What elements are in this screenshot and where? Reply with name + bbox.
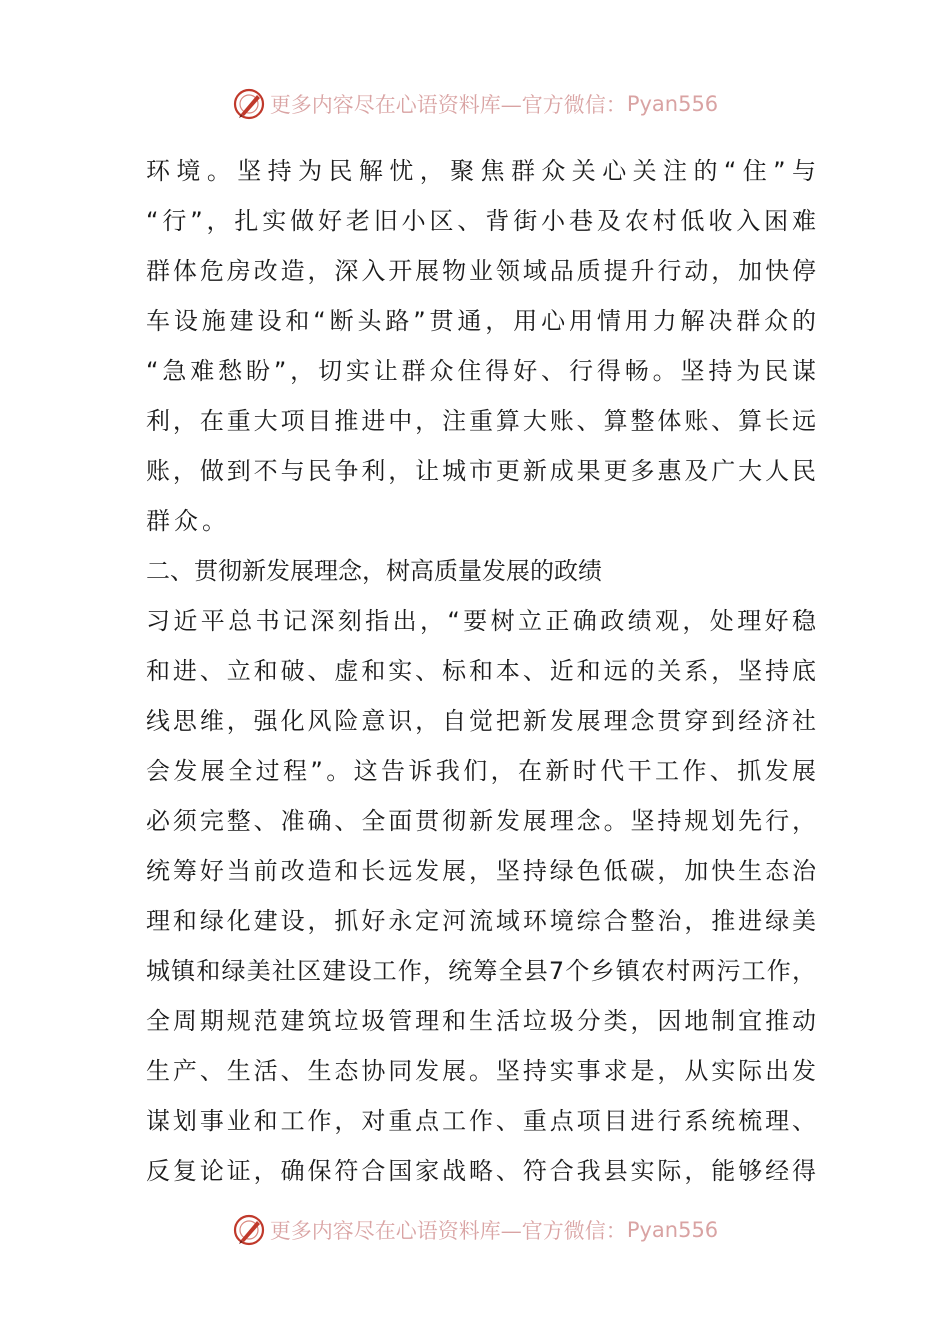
watermark-footer — [0, 1208, 950, 1252]
text-line: 理和绿化建设，抓好永定河流域环境综合整治，推进绿美 — [146, 907, 816, 935]
text-line: 和进、立和破、虚和实、标和本、近和远的关系，坚持底 — [146, 657, 816, 685]
watermark-contact: Pyan556 — [626, 92, 719, 116]
text-line: 习近平总书记深刻指出，“要树立正确政绩观，处理好稳 — [146, 607, 816, 635]
text-line: 账，做到不与民争利，让城市更新成果更多惠及广大人民 — [146, 457, 816, 485]
pen-logo-icon — [232, 1213, 266, 1247]
text-line: 环境。坚持为民解忧，聚焦群众关心关注的“住”与 — [146, 157, 816, 185]
section-heading: 二、贯彻新发展理念，树高质量发展的政绩 — [146, 557, 602, 585]
text-line: 利，在重大项目推进中，注重算大账、算整体账、算长远 — [146, 407, 816, 435]
text-line: 统筹好当前改造和长远发展，坚持绿色低碳，加快生态治 — [146, 857, 816, 885]
text-line: “行”，扎实做好老旧小区、背街小巷及农村低收入困难 — [146, 207, 816, 235]
text-line: 城镇和绿美社区建设工作，统筹全县7个乡镇农村两污工作， — [146, 957, 816, 985]
text-line: 生产、生活、生态协同发展。坚持实事求是，从实际出发 — [146, 1057, 816, 1085]
watermark-text: 更多内容尽在心语资料库—官方微信： — [269, 93, 627, 117]
text-line: 群众。 — [146, 507, 230, 535]
text-line: 必须完整、准确、全面贯彻新发展理念。坚持规划先行， — [146, 807, 816, 835]
document-body — [146, 146, 816, 1196]
text-line: 全周期规范建筑垃圾管理和生活垃圾分类，因地制宜推动 — [146, 1007, 816, 1035]
text-line: 反复论证，确保符合国家战略、符合我县实际，能够经得 — [146, 1157, 816, 1185]
text-line: 线思维，强化风险意识，自觉把新发展理念贯穿到经济社 — [146, 707, 816, 735]
watermark-contact: Pyan556 — [626, 1218, 719, 1242]
text-line: 会发展全过程”。这告诉我们，在新时代干工作、抓发展 — [146, 757, 816, 785]
text-line: 谋划事业和工作，对重点工作、重点项目进行系统梳理、 — [146, 1107, 816, 1135]
watermark-header — [0, 82, 950, 126]
text-line: 群体危房改造，深入开展物业领域品质提升行动，加快停 — [146, 257, 816, 285]
text-line: “急难愁盼”，切实让群众住得好、行得畅。坚持为民谋 — [146, 357, 816, 385]
pen-logo-icon — [232, 87, 266, 121]
watermark-text: 更多内容尽在心语资料库—官方微信： — [269, 1219, 627, 1243]
text-line: 车设施建设和“断头路”贯通，用心用情用力解决群众的 — [146, 307, 816, 335]
